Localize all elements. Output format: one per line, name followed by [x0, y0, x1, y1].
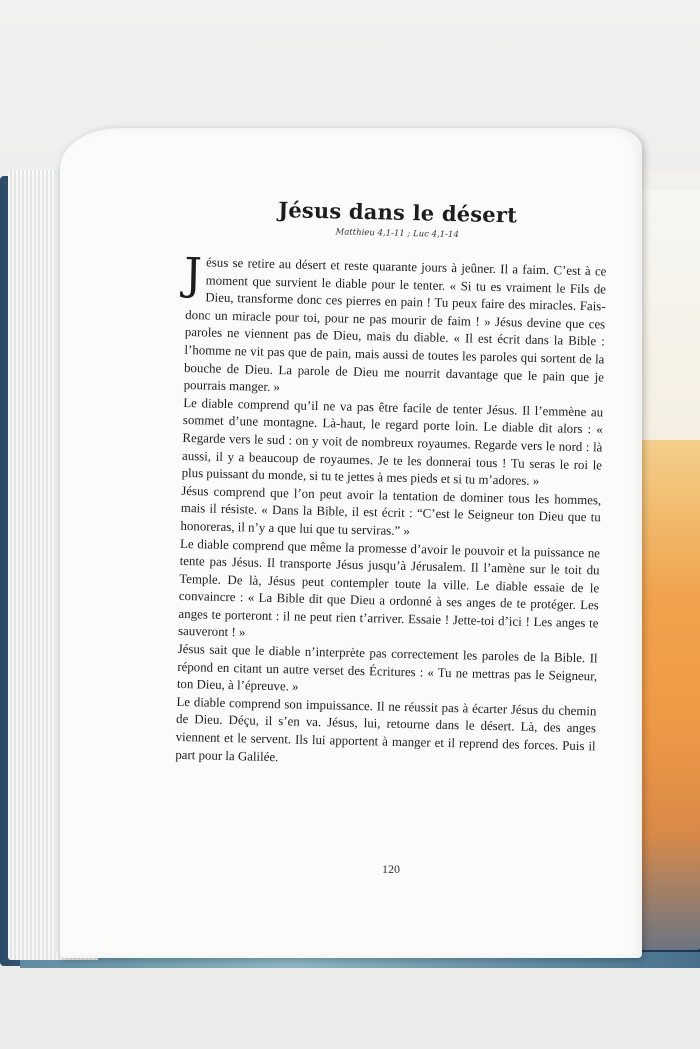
page-content — [175, 195, 608, 774]
scripture-reference: Matthieu 4,1-11 ; Luc 4,1-14 — [335, 227, 459, 241]
drop-cap: J — [183, 248, 203, 301]
paragraph-text: ésus se retire au désert et reste quarante jours à jeûner. Il a faim. C’est à ce moment que survient le diable pour le tenter. « Si tu es vraiment le Fils de Dieu, transforme donc ces pierres en pain ! Tu peux faire des miracles. Fais-donc un miracle pour toi, pour ne pas mourir de faim ! » Jésus devine que ces paroles ne viennent pas de Dieu, mais du diable. « Il est écrit dans la Bible : l’homme ne vit pas que de pain, mais aussi de toutes les paroles qui sortent de la bouche de Dieu. La parole de Dieu me nourrit davantage que le pain que je pourrais manger. » — [183, 255, 607, 395]
body-text — [175, 248, 607, 774]
paragraph: Jésus comprend que l’on peut avoir la tentation de dominer tous les hommes, mais il résiste. « Dans la Bible, il est écrit : “C’est le Seigneur ton Dieu que tu honoreras, il n’y a que lui que tu serviras.” » — [180, 483, 602, 539]
paragraph: Le diable comprend que même la promesse d’avoir le pouvoir et la puissance ne tente pas Jésus. Il transporte Jésus jusqu’à Jérusalem. Il l’amène sur le toit du Temple. De là, Jésus peut contempler toute la ville. Le diable essaie de le convaincre : « La Bible dit que Dieu a ordonné à ses anges de te protéger. Les anges te porteront : il ne peut rien t’arriver. Essaie ! Jette-toi d’ici ! Les anges te sauveront ! » — [177, 536, 601, 640]
paragraph — [183, 248, 607, 404]
page-title: Jésus dans le désert — [277, 197, 518, 228]
paragraph: Le diable comprend qu’il ne va pas être facile de tenter Jésus. Il l’emmène au sommet d’une montagne. Là-haut, le regard porte loin. Le diable dit alors : « Regarde vers le sud : on y voit de nombreux royaumes. Regarde vers le nord : là aussi, il y a beaucoup de royaumes. Je te les donnerai tous ! Tu seras le roi le plus puissant du monde, si tu te jettes à mes pieds et si tu m’adores. » — [181, 395, 604, 489]
page-number: 120 — [382, 862, 400, 876]
paragraph: Jésus sait que le diable n’interprète pas correctement les paroles de la Bible. Il répond en citant un autre verset des Écritures : « Tu ne mettras pas le Seigneur, ton Dieu, à l’épreuve. » — [176, 641, 598, 694]
paragraph: Le diable comprend son impuissance. Il ne réussit pas à écarter Jésus du chemin de Dieu. Déçu, il s’en va. Jésus, lui, retourne dans le désert. Là, des anges viennent et le servent. Ils lui apportent à manger et il reprend des forces. Puis il part pour la Galilée. — [175, 694, 597, 764]
